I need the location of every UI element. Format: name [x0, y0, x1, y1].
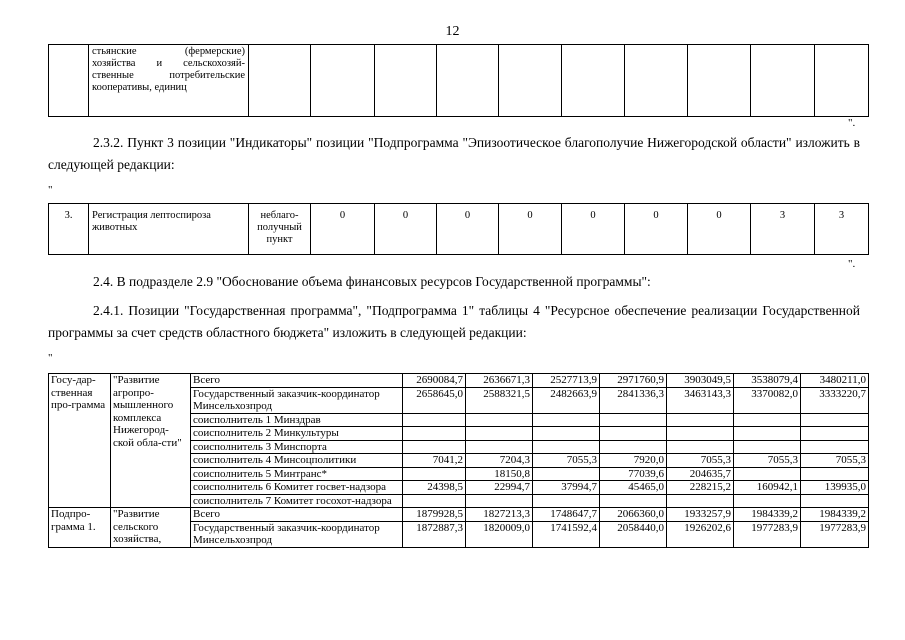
value-cell: 77039,6	[600, 467, 667, 481]
top-table-row-text: стьянские (фермерские) хозяйства и сельскохозяй-ственные потребительские кооперативы, единиц	[89, 45, 249, 117]
row-label: соисполнитель 4 Минсоцполитики	[191, 454, 403, 468]
value-cell	[533, 467, 600, 481]
value-cell	[801, 494, 869, 508]
value-cell	[801, 440, 869, 454]
paragraph-2-4: 2.4. В подразделе 2.9 "Обоснование объема финансовых ресурсов Государственной программы":	[93, 274, 651, 289]
value-cell: 7055,3	[734, 454, 801, 468]
value-cell: 7055,3	[667, 454, 734, 468]
value-cell	[801, 413, 869, 427]
row-label: Государственный заказчик-координатор Минсельхозпрод	[191, 387, 403, 413]
indicator-table	[48, 203, 869, 255]
value-cell	[667, 494, 734, 508]
paragraph-2-4-1: 2.4.1. Позиции "Государственная программа", "Подпрограмма 1" таблицы 4 "Ресурсное обеспечение реализации Государственной программы за счет средств областного бюджета" изложить в следующей редакции:	[48, 303, 860, 340]
paragraph-2-3-2: 2.3.2. Пункт 3 позиции "Индикаторы" позиции "Подпрограмма "Эпизоотическое благополучие Нижегородской области" изложить в следующей редакции:	[48, 135, 860, 172]
value-cell: 1984339,2	[734, 508, 801, 522]
value-cell: 24398,5	[403, 481, 466, 495]
opening-quote: "	[48, 184, 53, 196]
value-cell: 1827213,3	[466, 508, 533, 522]
indicator-value: 3	[751, 204, 815, 255]
value-cell: 3463143,3	[667, 387, 734, 413]
indicator-value: 0	[499, 204, 562, 255]
row-label: соисполнитель 1 Минздрав	[191, 413, 403, 427]
indicator-number: 3.	[49, 204, 89, 255]
value-cell: 2588321,5	[466, 387, 533, 413]
program-title: "Развитие агропро-мышленного комплекса Нижегород-ской обла-сти"	[111, 374, 191, 508]
row-label: соисполнитель 2 Минкультуры	[191, 427, 403, 441]
value-cell	[600, 440, 667, 454]
value-cell	[533, 440, 600, 454]
value-cell	[403, 427, 466, 441]
value-cell: 2690084,7	[403, 374, 466, 388]
value-cell: 45465,0	[600, 481, 667, 495]
value-cell: 3480211,0	[801, 374, 869, 388]
value-cell	[466, 427, 533, 441]
value-cell	[403, 467, 466, 481]
value-cell	[734, 413, 801, 427]
value-cell: 1741592,4	[533, 521, 600, 547]
closing-quote: ".	[848, 258, 856, 270]
closing-quote: ".	[848, 117, 856, 129]
indicator-value: 3	[815, 204, 869, 255]
value-cell	[533, 494, 600, 508]
value-cell: 7055,3	[801, 454, 869, 468]
value-cell: 1748647,7	[533, 508, 600, 522]
value-cell: 2482663,9	[533, 387, 600, 413]
budget-table	[48, 373, 869, 548]
row-label: соисполнитель 7 Комитет госохот-надзора	[191, 494, 403, 508]
row-label: соисполнитель 3 Минспорта	[191, 440, 403, 454]
value-cell: 37994,7	[533, 481, 600, 495]
value-cell	[466, 494, 533, 508]
value-cell: 18150,8	[466, 467, 533, 481]
value-cell	[734, 427, 801, 441]
value-cell	[533, 413, 600, 427]
value-cell	[801, 427, 869, 441]
row-label: Всего	[191, 374, 403, 388]
value-cell: 3333220,7	[801, 387, 869, 413]
value-cell: 22994,7	[466, 481, 533, 495]
page-number: 12	[445, 24, 460, 39]
value-cell	[667, 427, 734, 441]
value-cell: 3370082,0	[734, 387, 801, 413]
value-cell	[801, 467, 869, 481]
row-label: Государственный заказчик-координатор Минсельхозпрод	[191, 521, 403, 547]
budget-row	[49, 508, 869, 522]
value-cell	[734, 467, 801, 481]
value-cell: 7055,3	[533, 454, 600, 468]
indicator-value: 0	[311, 204, 375, 255]
value-cell	[466, 413, 533, 427]
value-cell	[600, 413, 667, 427]
opening-quote: "	[48, 352, 53, 364]
value-cell	[734, 440, 801, 454]
value-cell: 1933257,9	[667, 508, 734, 522]
value-cell: 1926202,6	[667, 521, 734, 547]
value-cell: 7041,2	[403, 454, 466, 468]
value-cell: 1820009,0	[466, 521, 533, 547]
value-cell: 2066360,0	[600, 508, 667, 522]
value-cell: 2841336,3	[600, 387, 667, 413]
value-cell: 2971760,9	[600, 374, 667, 388]
value-cell: 3903049,5	[667, 374, 734, 388]
value-cell: 2636671,3	[466, 374, 533, 388]
value-cell	[667, 413, 734, 427]
program-name: Госу-дар-ственная про-грамма	[49, 374, 111, 508]
indicator-value: 0	[625, 204, 688, 255]
subprogram-name: Подпро-грамма 1.	[49, 508, 111, 548]
value-cell: 228215,2	[667, 481, 734, 495]
indicator-unit: неблаго-получный пункт	[249, 204, 311, 255]
value-cell	[734, 494, 801, 508]
value-cell: 2658645,0	[403, 387, 466, 413]
indicator-value: 0	[375, 204, 437, 255]
indicator-name: Регистрация лептоспироза животных	[89, 204, 249, 255]
value-cell	[403, 440, 466, 454]
value-cell: 1977283,9	[734, 521, 801, 547]
row-label: соисполнитель 5 Минтранс*	[191, 467, 403, 481]
row-label: Всего	[191, 508, 403, 522]
value-cell: 7920,0	[600, 454, 667, 468]
value-cell: 3538079,4	[734, 374, 801, 388]
value-cell	[600, 427, 667, 441]
value-cell: 2527713,9	[533, 374, 600, 388]
value-cell	[600, 494, 667, 508]
value-cell: 139935,0	[801, 481, 869, 495]
value-cell	[466, 440, 533, 454]
value-cell: 2058440,0	[600, 521, 667, 547]
value-cell: 1977283,9	[801, 521, 869, 547]
value-cell: 1984339,2	[801, 508, 869, 522]
value-cell	[533, 427, 600, 441]
value-cell: 1879928,5	[403, 508, 466, 522]
value-cell: 204635,7	[667, 467, 734, 481]
subprogram-title: "Развитие сельского хозяйства,	[111, 508, 191, 548]
indicator-value: 0	[437, 204, 499, 255]
value-cell: 7204,3	[466, 454, 533, 468]
top-table	[48, 44, 869, 117]
indicator-value: 0	[562, 204, 625, 255]
indicator-value: 0	[688, 204, 751, 255]
value-cell	[403, 413, 466, 427]
row-label: соисполнитель 6 Комитет госвет-надзора	[191, 481, 403, 495]
value-cell	[667, 440, 734, 454]
value-cell: 1872887,3	[403, 521, 466, 547]
budget-row	[49, 374, 869, 388]
value-cell: 160942,1	[734, 481, 801, 495]
value-cell	[403, 494, 466, 508]
